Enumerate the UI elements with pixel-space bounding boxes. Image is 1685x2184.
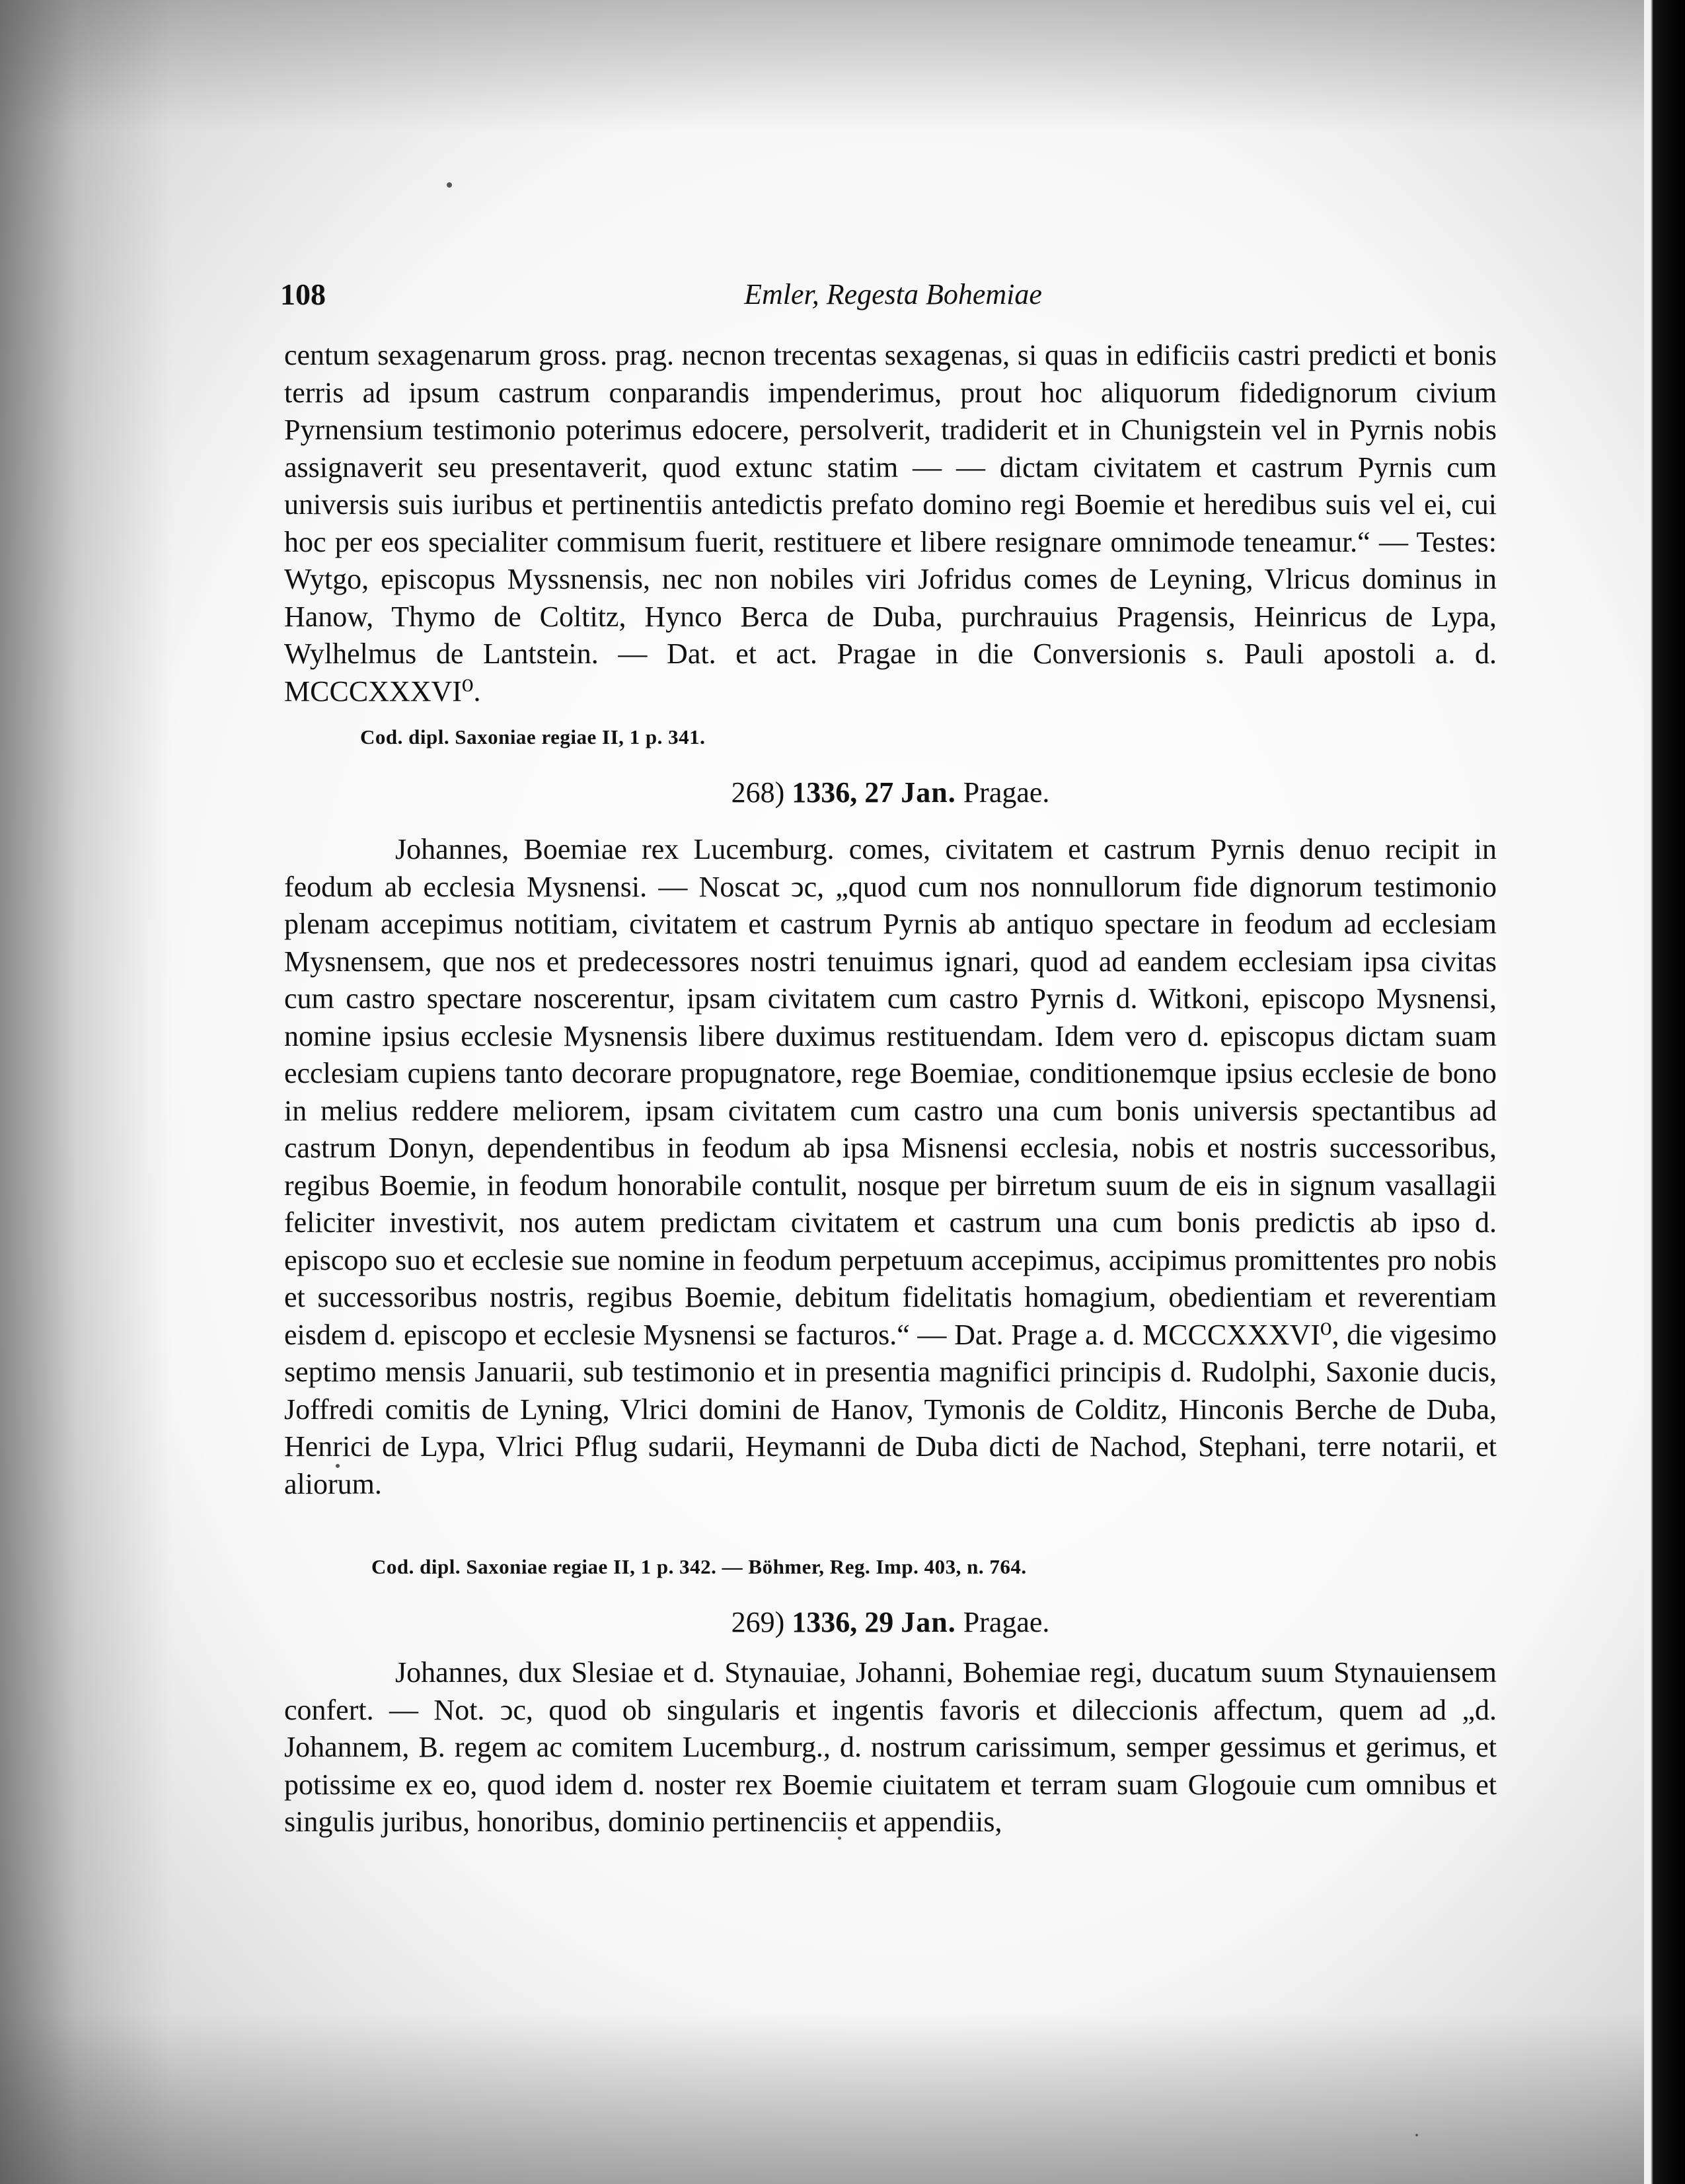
entry-body-269: Johannes, dux Slesiae et d. Stynauiae, Johanni, Bohemiae regi, ducatum suum Stynauiensem confert. — Not. ↄc, quod ob singularis et ingentis favoris et dileccionis affectum, quem ad „d. Johannem, B. regem ac comitem Lucemburg., d. nostrum carissimum, semper gessimus et gerimus, et potissime ex eo, quod idem d. noster rex Boemie ciuitatem et terram suam Glogouie cum omnibus et singulis juribus, honoribus, dominio pertinenciis et appendiis,	[284, 1656, 1497, 1838]
entry-month: Jan.	[901, 1606, 956, 1638]
entry-body-268: Johannes, Boemiae rex Lucemburg. comes, civitatem et castrum Pyrnis denuo recipit in feodum ab ecclesia Mysnensi. — Noscat ↄc, „quod cum nos nonnullorum fide dignorum testimonio plenam accepimus notitiam, civitatem et castrum Pyrnis ab antiquo spectare in feodum ad ecclesiam Mysnensem, que nos et predecessores nostri tenuimus ignari, quod ad eandem ecclesiam ipsa civitas cum castro spectare noscerentur, ipsam civitatem cum castro Pyrnis d. Witkoni, episcopo Mysnensi, nomine ipsius ecclesie Mysnensis libere duximus restituendam. Idem vero d. episcopus dictam suam ecclesiam cupiens tanto decorare propugnatore, rege Boemiae, conditionemque ipsius ecclesie de bono in melius reddere meliorem, ipsam civitatem cum castro una cum bonis universis spectantibus ad castrum Donyn, dependentibus in feodum ab ipsa Misnensi ecclesia, nobis et nostris successoribus, regibus Boemie, in feodum honorabile contulit, nosque per birretum suum de eis in signum vasallagii feliciter investivit, nos autem predictam civitatem et castrum una cum bonis predictis ab ipso d. episcopo suo et ecclesie sue nomine in feodum perpetuum accepimus, accipimus promittentes pro nobis et successoribus nostris, regibus Boemie, debitum fidelitatis homagium, obedientiam et reverentiam eisdem d. episcopo et ecclesie Mysnensi se facturos.“ — Dat. Prage a. d. MCCCXXXVI⁰, die vigesimo septimo mensis Januarii, sub testimonio et in presentia magnifici principis d. Rudolphi, Saxonie ducis, Joffredi comitis de Lyning, Vlrici domini de Hanov, Tymonis de Colditz, Hinconis Berche de Duba, Henrici de Lypa, Vlrici Pflug sudarii, Heymanni de Duba dicti de Nachod, Stephani, terre notarii, et aliorum.	[284, 833, 1497, 1500]
running-title: Emler, Regesta Bohemiae	[744, 278, 1042, 310]
entry-date: 1336, 29	[792, 1606, 894, 1638]
entry-place: Pragae.	[963, 1606, 1050, 1638]
page-header	[280, 276, 1506, 316]
scan-speck	[1415, 2134, 1418, 2136]
entry-place: Pragae.	[963, 776, 1050, 809]
scan-shadow-left	[0, 0, 172, 2184]
entry-number: 268)	[731, 776, 785, 809]
scan-shadow-bottom	[0, 2012, 1644, 2184]
page-number: 108	[280, 277, 326, 311]
entry-number: 269)	[731, 1606, 785, 1638]
entry-month: Jan.	[901, 776, 956, 809]
entry-heading-269	[284, 1604, 1497, 1642]
entry-date: 1336, 27	[792, 776, 894, 809]
scan-speck	[447, 182, 452, 188]
scan-shadow-top	[0, 0, 1644, 132]
entry-heading-268	[284, 774, 1497, 812]
continuation-paragraph: centum sexagenarum gross. prag. necnon trecentas sexagenas, si quas in edificiis castri predicti et bonis terris ad ipsum castrum conparandis impenderimus, prout hoc aliquorum fidedignorum civium Pyrnensium testimonio poterimus edocere, persolverit, tradiderit et in Chunigstein vel in Pyrnis nobis assignaverit seu presentaverit, quod extunc statim — — dictam civitatem et castrum Pyrnis cum universis suis iuribus et pertinentiis antedictis prefato domino regi Boemie et heredibus suis vel ei, cui hoc per eos specialiter commisum fuerit, restituere et libere resignare omnimode teneamur.“ — Testes: Wytgo, episcopus Myssnensis, nec non nobiles viri Jofridus comes de Leyning, Vlricus dominus in Hanow, Thymo de Coltitz, Hynco Berca de Duba, purchrauius Pragensis, Heinricus de Lypa, Wylhelmus de Lantstein. — Dat. et act. Pragae in die Conversionis s. Pauli apostoli a. d. MCCCXXXVI⁰.	[284, 339, 1497, 708]
citation-267: Cod. dipl. Saxoniae regiae II, 1 p. 341.	[360, 725, 706, 748]
citation-268: Cod. dipl. Saxoniae regiae II, 1 p. 342. — Böhmer, Reg. Imp. 403, n. 764.	[371, 1555, 1027, 1578]
scan-border-right	[1644, 0, 1685, 2184]
